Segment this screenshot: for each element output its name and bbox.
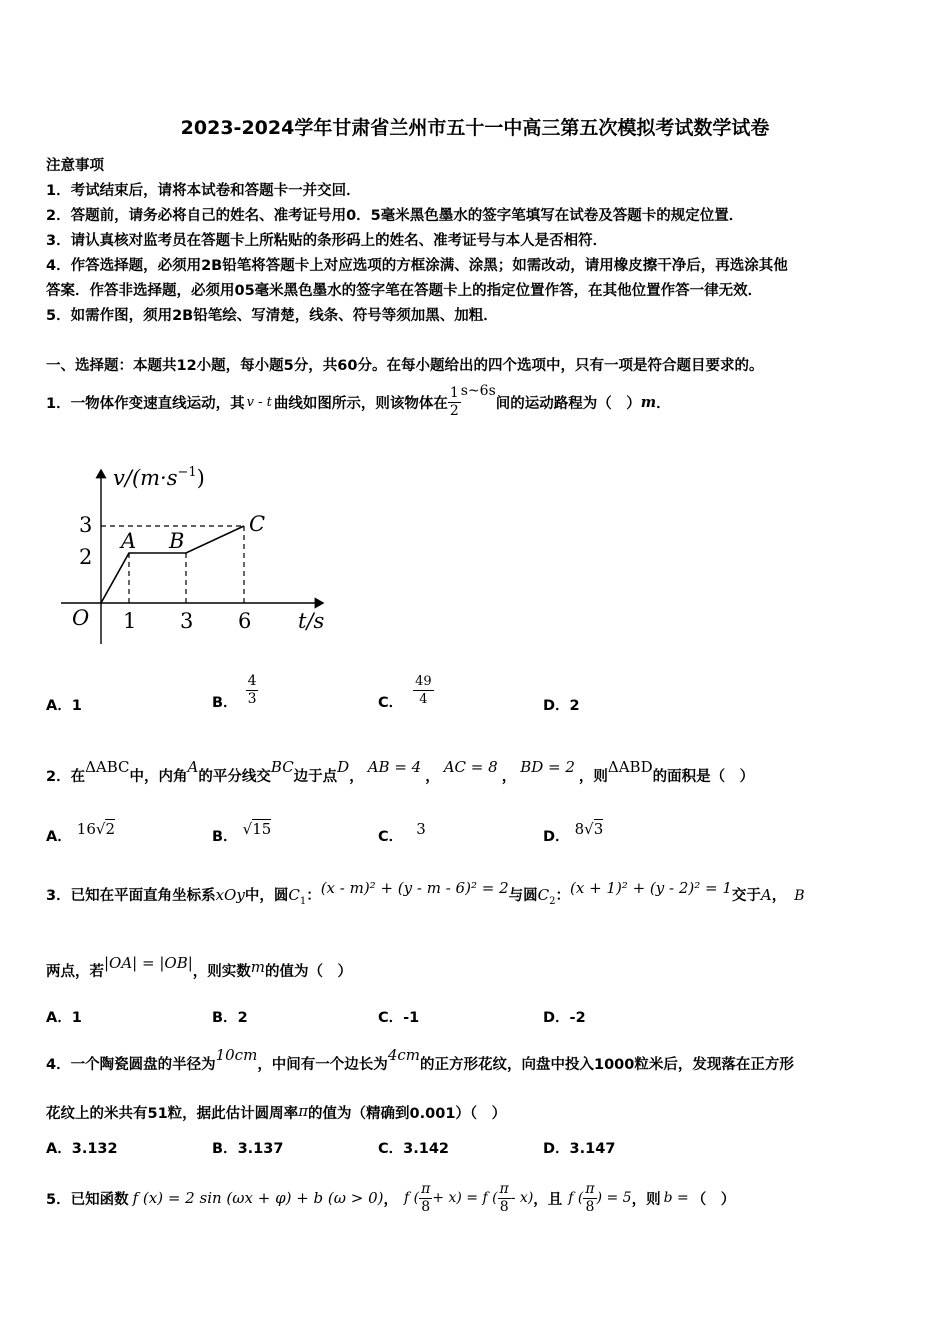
y-tick-3: 3 [79,513,93,537]
page-title: 2023-2024学年甘肃省兰州市五十一中高三第五次模拟考试数学试卷 [180,117,770,139]
notice-heading: 注意事项 [46,158,104,174]
point-c-label: C [249,512,266,536]
x-axis-label: t/s [298,609,325,633]
function-def: f (x) = 2 sin (ωx + φ) + b (ω > 0) [132,1189,384,1207]
question-5: 5．已知函数 f (x) = 2 sin (ωx + φ) + b (ω > 0) ， f ( $\frac{\pi}{8}$ + x) = f ( $\frac{\pi}{8}$ - x) ，且 f ( $\frac{\pi}{8}$ ) = 5 ，则 b = （ ） [46,1180,736,1215]
notice-item: 3．请认真核对监考员在答题卡上所粘贴的条形码上的姓名、准考证号与本人是否相符． [46,233,608,249]
x-tick-3: 3 [180,609,194,633]
question-text: 间的运动路程为（ ） [495,395,641,412]
section-heading: 一、选择题：本题共12小题，每小题5分，共60分。在每小题给出的四个选项中，只有一项是符合题目要求的。 [46,358,764,374]
vt-graph [55,458,345,648]
y-axis-label: $v/(m\cdot s^{-1})$ [113,465,205,490]
question-3-line-2: 两点，若|OA| = |OB|，则实数m的值为（ ） [46,954,353,980]
option-c[interactable]: C．-1 [378,1010,420,1026]
math-range: s~6s [460,383,496,399]
question-4-line-2: 花纹上的米共有51粒，据此估计圆周率π的值为（精确到0.001）（ ） [46,1102,507,1122]
notice-item: 4．作答选择题，必须用2B铅笔将答题卡上对应选项的方框涂满、涂黑；如需改动，请用橡皮擦干净后，再选涂其他 [46,258,788,274]
question-1: 1．一物体作变速直线运动，其 v - t 曲线如图所示，则该物体在 $\frac{1}{2}$ s~6s 间的运动路程为（ ） m ． [46,383,671,419]
origin-label: O [72,606,90,630]
fraction-denominator: 2 [449,402,459,419]
notice-item: 5．如需作图，须用2B铅笔绘、写清楚，线条、符号等须加黑、加粗． [46,308,498,324]
option-a[interactable]: A．3.132 [46,1141,118,1157]
point-b-label: B [169,529,185,553]
y-tick-2: 2 [79,545,93,569]
notice-item: 1．考试结束后，请将本试卷和答题卡一并交回． [46,183,361,199]
question-text: 曲线如图所示，则该物体在 [273,395,448,412]
fraction-numerator: 1 [449,384,459,401]
fraction: $\frac{\pi}{8}$ [585,1180,595,1215]
option-a[interactable]: A． 16√2 [46,820,115,845]
x-tick-6: 6 [238,609,252,633]
notice-item: 2．答题前，请务必将自己的姓名、准考证号用0．5毫米黑色墨水的签字笔填写在试卷及答题卡的规定位置． [46,208,744,224]
fraction: $\frac{4}{3}$ [247,672,257,707]
option-c[interactable]: C． 3 [378,820,426,845]
question-4: 4．一个陶瓷圆盘的半径为10cm，中间有一个边长为4cm的正方形花纹，向盘中投入1000粒米后，发现落在正方形 [46,1046,794,1073]
option-b[interactable]: B．3.137 [212,1141,284,1157]
option-b[interactable]: B． $\frac{4}{3}$ [212,672,257,711]
fraction: $\frac{\pi}{8}$ [421,1180,431,1215]
option-c[interactable]: C． $\frac{49}{4}$ [378,673,432,711]
math-vt: v - t [246,394,272,410]
option-b[interactable]: B． √15 [212,820,272,845]
option-a[interactable]: A．1 [46,698,82,714]
fraction: $\frac{49}{4}$ [415,673,432,707]
option-d[interactable]: D．-2 [543,1010,586,1026]
option-d[interactable]: D．2 [543,698,580,714]
unit: m [640,393,657,411]
option-c[interactable]: C．3.142 [378,1141,450,1157]
fraction [448,385,461,420]
question-text: 1．一物体作变速直线运动，其 [46,395,245,412]
question-2: 2．在ΔABC中，内角A的平分线交BC边于点D，AB = 4，AC = 8，BD = 2，则ΔABD的面积是（ ） [46,758,755,785]
option-d[interactable]: D．3.147 [543,1141,616,1157]
option-a[interactable]: A．1 [46,1010,82,1026]
option-d[interactable]: D． 8√3 [543,820,604,845]
option-b[interactable]: B．2 [212,1010,248,1026]
point-a-label: A [121,529,137,553]
question-3: 3．已知在平面直角坐标系xOy中，圆$C_1$：(x - m)² + (y - m - 6)² = 2与圆$C_2$：(x + 1)² + (y - 2)² = 1交于A， B [46,879,805,907]
fraction: $\frac{\pi}{8}$ [499,1180,509,1215]
notice-item: 答案．作答非选择题，必须用05毫米黑色墨水的签字笔在答题卡上的指定位置作答，在其他位置作答一律无效． [46,283,763,299]
x-tick-1: 1 [123,609,137,633]
